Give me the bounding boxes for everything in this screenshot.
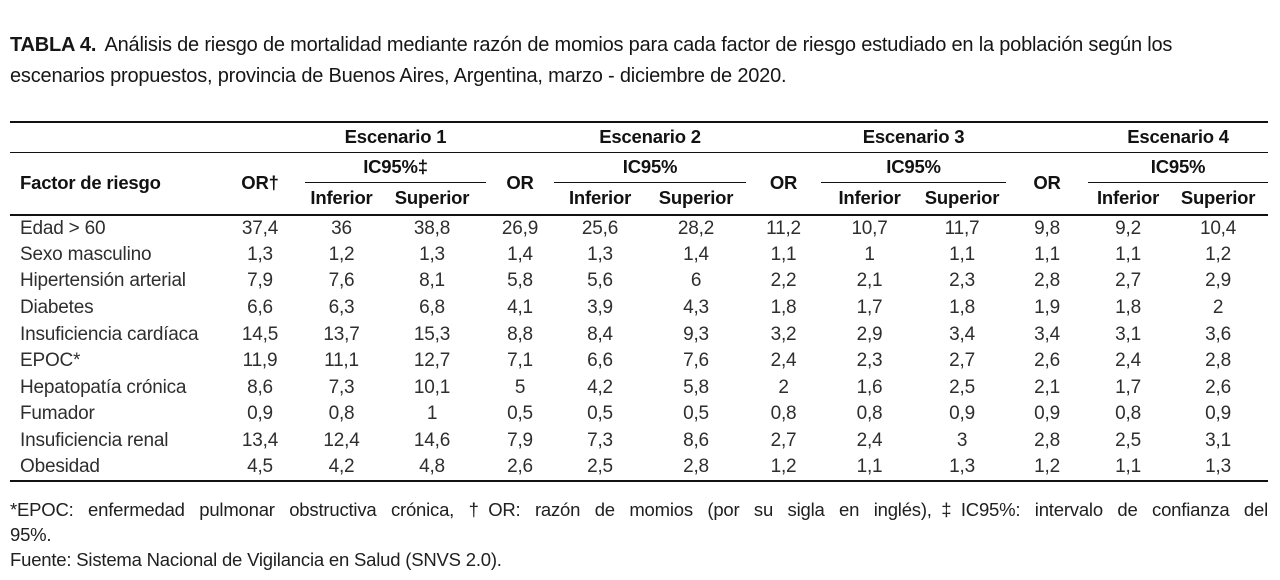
cell-value: 2,1 [1034, 376, 1060, 398]
superior-header-3: Superior [924, 187, 1000, 209]
cell-value: 6,6 [587, 350, 613, 372]
cell-value: 2,8 [1034, 270, 1060, 292]
cell-value: 1,3 [247, 243, 273, 265]
cell-value: 7,9 [247, 270, 273, 292]
cell-value: 7,6 [683, 350, 709, 372]
scenario-header-1: Escenario 1 [305, 122, 486, 152]
cell-value: 1,3 [949, 456, 975, 478]
cell-value: 1,3 [587, 243, 613, 265]
cell-factor: Edad > 60 [20, 217, 106, 239]
cell-value: 12,4 [323, 430, 360, 452]
cell-value: 0,8 [770, 403, 797, 425]
inferior-header-4: Inferior [1096, 187, 1160, 209]
table-row [10, 375, 1268, 402]
scenario-header-row [10, 122, 1268, 152]
cell-value: 36 [331, 217, 352, 239]
ic95-header-3: IC95% [821, 152, 1006, 182]
cell-value: 2,3 [949, 270, 975, 292]
cell-value: 3 [956, 430, 968, 452]
cell-value: 38,8 [413, 217, 451, 239]
table-row [10, 215, 1268, 242]
cell-value: 1,8 [949, 297, 975, 319]
cell-factor: Diabetes [20, 297, 94, 319]
superior-header-4: Superior [1180, 187, 1256, 209]
cell-value: 14,5 [241, 323, 279, 345]
cell-value: 1,3 [1205, 456, 1231, 478]
cell-value: 2,4 [1115, 350, 1141, 372]
blank-cell [215, 122, 305, 152]
cell-factor: EPOC* [20, 350, 81, 372]
cell-value: 12,7 [413, 350, 451, 372]
cell-value: 1,8 [770, 297, 797, 319]
factor-column-header: Factor de riesgo [20, 172, 161, 194]
cell-value: 0,9 [1205, 403, 1231, 425]
cell-value: 2,8 [1205, 350, 1231, 372]
cell-value: 1,1 [949, 243, 975, 265]
cell-value: 2,6 [507, 456, 533, 478]
cell-value: 7,3 [328, 376, 355, 398]
cell-value: 2,5 [949, 376, 975, 398]
cell-value: 1,7 [856, 297, 883, 319]
cell-value: 2,9 [856, 323, 883, 345]
table-caption [10, 30, 1268, 92]
cell-value: 6,3 [328, 297, 355, 319]
footnotes [10, 497, 1268, 572]
ic95-header-4: IC95% [1088, 152, 1268, 182]
cell-factor: Insuficiencia cardíaca [20, 323, 199, 345]
cell-value: 2,6 [1034, 350, 1060, 372]
cell-value: 1,1 [1115, 243, 1141, 265]
cell-value: 2,9 [1205, 270, 1231, 292]
cell-value: 0,5 [507, 403, 533, 425]
cell-value: 8,1 [419, 270, 445, 292]
cell-factor: Obesidad [20, 456, 100, 478]
cell-value: 1,2 [1034, 456, 1060, 478]
or-header-2: OR [506, 172, 534, 194]
cell-value: 0,9 [949, 403, 975, 425]
table-row [10, 428, 1268, 455]
cell-value: 6 [690, 270, 702, 292]
cell-value: 5,8 [507, 270, 533, 292]
cell-value: 1 [864, 243, 875, 265]
table-row [10, 268, 1268, 295]
cell-value: 2,5 [1115, 430, 1141, 452]
blank-cell [486, 122, 554, 152]
cell-factor: Insuficiencia renal [20, 430, 169, 452]
cell-value: 28,2 [677, 217, 715, 239]
cell-value: 1,1 [770, 243, 797, 265]
cell-value: 8,6 [247, 376, 273, 398]
cell-value: 25,6 [581, 217, 619, 239]
cell-value: 2 [778, 376, 789, 398]
cell-value: 1,1 [1115, 456, 1141, 478]
cell-value: 3,1 [1205, 430, 1231, 452]
risk-table [10, 121, 1268, 482]
cell-value: 13,4 [241, 430, 279, 452]
cell-value: 7,3 [587, 430, 613, 452]
footnote-source: Fuente: Sistema Nacional de Vigilancia en Salud (SNVS 2.0). [10, 548, 502, 570]
cell-value: 3,6 [1205, 323, 1231, 345]
cell-value: 1,4 [683, 243, 709, 265]
cell-factor: Fumador [20, 403, 95, 425]
table-caption-text: Análisis de riesgo de mortalidad mediante razón de momios para cada factor de riesgo estudiado en la población según los escenarios propuestos, provincia de Buenos Aires, Argentina, marzo - diciembre de 2020. [10, 34, 1173, 87]
or-header-3: OR [769, 172, 798, 194]
cell-value: 3,2 [770, 323, 797, 345]
cell-value: 4,2 [328, 456, 355, 478]
blank-cell [746, 122, 821, 152]
cell-value: 0,5 [683, 403, 709, 425]
inferior-header-1: Inferior [310, 187, 373, 209]
table-row [10, 295, 1268, 322]
cell-factor: Hipertensión arterial [20, 270, 186, 292]
cell-value: 6,8 [419, 297, 445, 319]
cell-value: 5,8 [683, 376, 709, 398]
cell-value: 2,3 [856, 350, 883, 372]
cell-value: 4,3 [683, 297, 709, 319]
cell-value: 2,7 [770, 430, 797, 452]
cell-value: 4,5 [247, 456, 273, 478]
cell-value: 7,1 [507, 350, 533, 372]
superior-header-2: Superior [658, 187, 734, 209]
or-header-4: OR [1033, 172, 1061, 194]
cell-value: 3,4 [949, 323, 975, 345]
ic-header-row [10, 152, 1268, 182]
ic95-header-1: IC95%‡ [305, 152, 486, 182]
inferior-header-3: Inferior [838, 187, 901, 209]
cell-value: 2,7 [949, 350, 975, 372]
cell-value: 0,9 [247, 403, 273, 425]
cell-value: 10,1 [413, 376, 451, 398]
cell-value: 1,6 [856, 376, 883, 398]
cell-value: 3,1 [1115, 323, 1141, 345]
cell-factor: Sexo masculino [20, 243, 152, 265]
cell-value: 1,1 [1034, 243, 1060, 265]
cell-value: 1,2 [770, 456, 797, 478]
cell-value: 3,9 [587, 297, 613, 319]
cell-value: 1,2 [1205, 243, 1231, 265]
table-row [10, 454, 1268, 481]
footnote-abbreviations-continued: 95%. [10, 523, 52, 545]
cell-value: 7,6 [328, 270, 355, 292]
cell-value: 2,8 [1034, 430, 1060, 452]
cell-value: 0,9 [1034, 403, 1060, 425]
cell-value: 2,4 [770, 350, 797, 372]
scenario-header-4: Escenario 4 [1088, 122, 1268, 152]
cell-value: 2 [1212, 297, 1224, 319]
cell-value: 4,1 [507, 297, 533, 319]
table-body [10, 215, 1268, 481]
or-header-1: OR† [241, 172, 279, 194]
table-row [10, 348, 1268, 375]
blank-cell [10, 122, 215, 152]
cell-value: 10,7 [851, 217, 888, 239]
cell-value: 26,9 [501, 217, 539, 239]
cell-value: 4,8 [419, 456, 445, 478]
cell-value: 1 [426, 403, 438, 425]
footnote-abbreviations: *EPOC: enfermedad pulmonar obstructiva crónica, †OR: razón de momios (por su sigla en inglés),‡IC95%: intervalo de confianza del [10, 498, 1268, 520]
cell-value: 37,4 [241, 217, 279, 239]
cell-value: 14,6 [413, 430, 451, 452]
cell-value: 1,3 [419, 243, 445, 265]
cell-value: 8,6 [683, 430, 709, 452]
cell-value: 15,3 [413, 323, 451, 345]
scenario-header-3: Escenario 3 [821, 122, 1006, 152]
cell-value: 2,7 [1115, 270, 1141, 292]
cell-value: 7,9 [507, 430, 533, 452]
table-caption-label: TABLA 4. [10, 34, 97, 56]
cell-value: 0,8 [328, 403, 355, 425]
cell-value: 9,2 [1115, 217, 1141, 239]
cell-value: 1,9 [1034, 297, 1060, 319]
cell-value: 1,1 [856, 456, 883, 478]
cell-value: 13,7 [323, 323, 360, 345]
table-row [10, 242, 1268, 269]
cell-value: 2,5 [587, 456, 613, 478]
ic95-header-2: IC95% [554, 152, 746, 182]
cell-value: 5,6 [587, 270, 613, 292]
cell-value: 5 [514, 376, 526, 398]
cell-value: 11,2 [766, 217, 801, 239]
cell-value: 9,3 [683, 323, 709, 345]
cell-value: 2,8 [683, 456, 709, 478]
cell-value: 1,4 [507, 243, 533, 265]
cell-value: 11,1 [324, 350, 359, 372]
scenario-header-2: Escenario 2 [554, 122, 746, 152]
cell-value: 8,8 [507, 323, 533, 345]
cell-value: 6,6 [247, 297, 273, 319]
superior-header-1: Superior [394, 187, 470, 209]
cell-value: 3,4 [1034, 323, 1060, 345]
cell-value: 2,2 [770, 270, 797, 292]
cell-value: 11,7 [944, 217, 980, 239]
table-header [10, 122, 1268, 215]
cell-value: 11,9 [242, 350, 278, 372]
cell-value: 9,8 [1034, 217, 1060, 239]
cell-value: 8,4 [587, 323, 613, 345]
cell-value: 0,8 [1115, 403, 1141, 425]
cell-value: 10,4 [1199, 217, 1237, 239]
cell-value: 1,2 [328, 243, 355, 265]
cell-value: 2,4 [856, 430, 883, 452]
cell-value: 4,2 [587, 376, 613, 398]
cell-value: 1,8 [1115, 297, 1141, 319]
cell-value: 2,6 [1205, 376, 1231, 398]
table-row [10, 321, 1268, 348]
cell-value: 0,8 [856, 403, 883, 425]
cell-value: 0,5 [587, 403, 613, 425]
inferior-header-2: Inferior [568, 187, 632, 209]
cell-factor: Hepatopatía crónica [20, 376, 187, 398]
cell-value: 2,1 [856, 270, 883, 292]
table-row [10, 401, 1268, 428]
cell-value: 1,7 [1115, 376, 1141, 398]
blank-cell [1006, 122, 1088, 152]
